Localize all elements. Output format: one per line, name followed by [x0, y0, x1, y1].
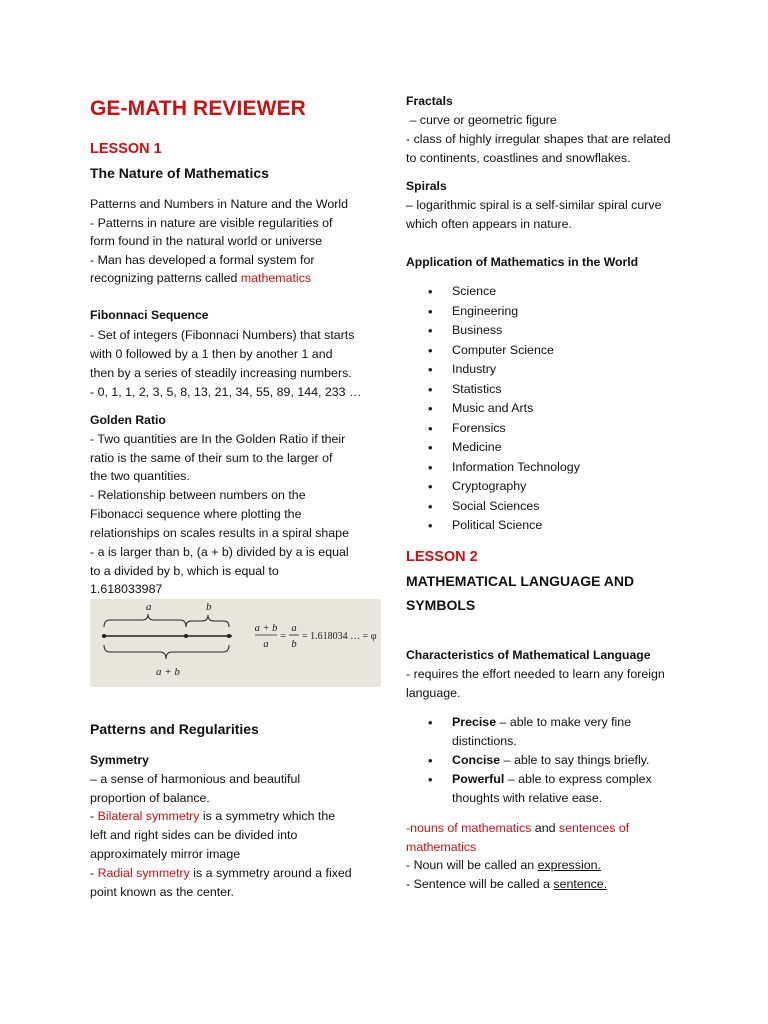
golden-ratio-line: - Two quantities are In the Golden Ratio if their: [90, 432, 346, 446]
formula-tail: = 1.618034 … = φ: [302, 631, 377, 642]
characteristic-term: Powerful: [452, 772, 505, 786]
application-item: • Information Technology: [406, 458, 696, 478]
brace-b: [186, 615, 229, 627]
fractals-line: to continents, coastlines and snowflakes.: [406, 151, 631, 165]
symmetry-line: proportion of balance.: [90, 791, 210, 805]
fibonacci-line: - 0, 1, 1, 2, 3, 5, 8, 13, 21, 34, 55, 89, 144, 233 …: [90, 385, 362, 399]
fractals-line: - class of highly irregular shapes that are related: [406, 132, 671, 146]
application-item: • Business: [406, 321, 696, 341]
radial-symmetry-term: Radial symmetry: [97, 866, 190, 880]
characteristic-term: Precise: [452, 715, 497, 729]
fractals-heading: Fractals: [406, 94, 453, 108]
golden-ratio-line: - Relationship between numbers on the: [90, 488, 306, 502]
document-title: GE-MATH REVIEWER: [90, 97, 306, 120]
characteristic-desc: – able to make very fine: [496, 715, 632, 729]
fraction-2-numerator: a: [291, 623, 297, 634]
golden-ratio-line: Fibonacci sequence where plotting the: [90, 507, 302, 521]
brace-ab: [104, 645, 229, 659]
lesson-2-label: LESSON 2: [406, 549, 478, 565]
label-ab: a + b: [156, 666, 180, 678]
application-item: • Medicine: [406, 438, 696, 458]
sentence-term: sentence.: [553, 877, 608, 891]
dash: -: [90, 809, 98, 823]
application-item: • Social Sciences: [406, 497, 696, 517]
lesson-1-label: LESSON 1: [90, 141, 162, 157]
golden-ratio-line: relationships on scales results in a spiral shape: [90, 526, 349, 540]
label-a: a: [146, 601, 152, 613]
application-item: • Music and Arts: [406, 399, 696, 419]
fibonacci-heading: Fibonnaci Sequence: [90, 308, 209, 322]
mathematics-term: mathematics: [240, 271, 312, 285]
characteristic-desc: – able to express complex: [504, 772, 652, 786]
sentence-text: - Sentence will be called a: [406, 877, 554, 891]
bilateral-line: approximately mirror image: [90, 847, 241, 861]
spirals-line: – logarithmic spiral is a self-similar spiral curve: [406, 198, 662, 212]
lesson-2-heading: SYMBOLS: [406, 597, 476, 613]
application-heading: Application of Mathematics in the World: [406, 255, 639, 269]
fraction-2-denominator: b: [291, 639, 297, 650]
segment-point: [184, 634, 188, 638]
bilateral-line: [90, 807, 335, 826]
fractals-line: – curve or geometric figure: [406, 113, 557, 127]
golden-ratio-line: 1.618033987: [90, 582, 163, 596]
intro-line: [90, 269, 311, 288]
sentences-term-cont: mathematics: [406, 840, 477, 854]
application-item: • Computer Science: [406, 341, 696, 361]
nouns-line: [406, 819, 629, 838]
application-item: • Industry: [406, 360, 696, 380]
segment-point: [102, 634, 106, 638]
intro-line: form found in the natural world or universe: [90, 234, 323, 248]
fibonacci-line: - Set of integers (Fibonnaci Numbers) that starts: [90, 328, 355, 342]
radial-text: is a symmetry around a fixed: [189, 866, 352, 880]
segment-point: [227, 634, 231, 638]
golden-ratio-line: - a is larger than b, (a + b) divided by a is equal: [90, 545, 349, 559]
lesson-1-heading: The Nature of Mathematics: [90, 165, 269, 181]
golden-ratio-figure: [90, 599, 381, 687]
intro-line: Patterns and Numbers in Nature and the World: [90, 197, 349, 211]
characteristic-item: [406, 770, 696, 808]
radial-line: point known as the center.: [90, 885, 234, 899]
characteristics-line: - requires the effort needed to learn any foreign: [406, 667, 665, 681]
lesson-2-heading: MATHEMATICAL LANGUAGE AND: [406, 573, 635, 589]
symmetry-line: – a sense of harmonious and beautiful: [90, 772, 301, 786]
dash: -: [406, 821, 411, 835]
golden-ratio-diagram: [90, 599, 381, 687]
nouns-term: nouns of mathematics: [410, 821, 532, 835]
symmetry-heading: Symmetry: [90, 753, 149, 767]
sentences-term: sentences of: [558, 821, 630, 835]
application-item: • Statistics: [406, 380, 696, 400]
noun-text: - Noun will be called an: [406, 858, 538, 872]
characteristics-line: language.: [406, 686, 461, 700]
characteristics-list: [406, 713, 696, 808]
application-item: • Political Science: [406, 516, 696, 536]
bilateral-line: left and right sides can be divided into: [90, 828, 298, 842]
characteristic-desc-cont: distinctions.: [452, 734, 517, 748]
intro-line: - Patterns in nature are visible regularities of: [90, 215, 333, 230]
fraction-1-numerator: a + b: [254, 623, 278, 634]
intro-text: recognizing patterns called: [90, 271, 241, 285]
characteristic-item: [406, 751, 696, 770]
expression-term: expression.: [537, 858, 601, 872]
application-item: • Engineering: [406, 302, 696, 322]
characteristics-heading: Characteristics of Mathematical Language: [406, 648, 651, 662]
bilateral-symmetry-term: Bilateral symmetry: [97, 809, 200, 823]
application-item: • Science: [406, 282, 696, 302]
application-item: • Forensics: [406, 419, 696, 439]
noun-line: [406, 856, 601, 875]
and-text: and: [531, 821, 559, 835]
golden-ratio-heading: Golden Ratio: [90, 413, 166, 427]
application-item: • Cryptography: [406, 477, 696, 497]
brace-a: [104, 614, 186, 627]
golden-ratio-line: the two quantities.: [90, 469, 190, 483]
golden-ratio-line: to a divided by b, which is equal to: [90, 564, 279, 578]
fibonacci-line: with 0 followed by a 1 then by another 1 and: [90, 347, 333, 361]
radial-line: [90, 864, 352, 883]
characteristic-item: [406, 713, 696, 751]
equals-sign: =: [280, 631, 286, 642]
fraction-1-denominator: a: [263, 639, 269, 650]
intro-line: - Man has developed a formal system for: [90, 252, 315, 267]
characteristic-desc-cont: thoughts with relative ease.: [452, 791, 603, 805]
bilateral-text: is a symmetry which the: [199, 809, 336, 823]
spirals-heading: Spirals: [406, 179, 447, 193]
golden-ratio-line: ratio is the same of their sum to the larger of: [90, 451, 333, 465]
characteristic-desc: – able to say things briefly.: [500, 753, 650, 767]
patterns-heading: Patterns and Regularities: [90, 721, 259, 737]
application-list: [406, 282, 696, 536]
characteristic-term: Concise: [452, 753, 501, 767]
fibonacci-line: then by a series of steadily increasing numbers.: [90, 366, 352, 380]
label-b: b: [206, 601, 212, 613]
spirals-line: which often appears in nature.: [406, 217, 573, 231]
dash: -: [90, 866, 98, 880]
sentence-line: [406, 875, 607, 894]
